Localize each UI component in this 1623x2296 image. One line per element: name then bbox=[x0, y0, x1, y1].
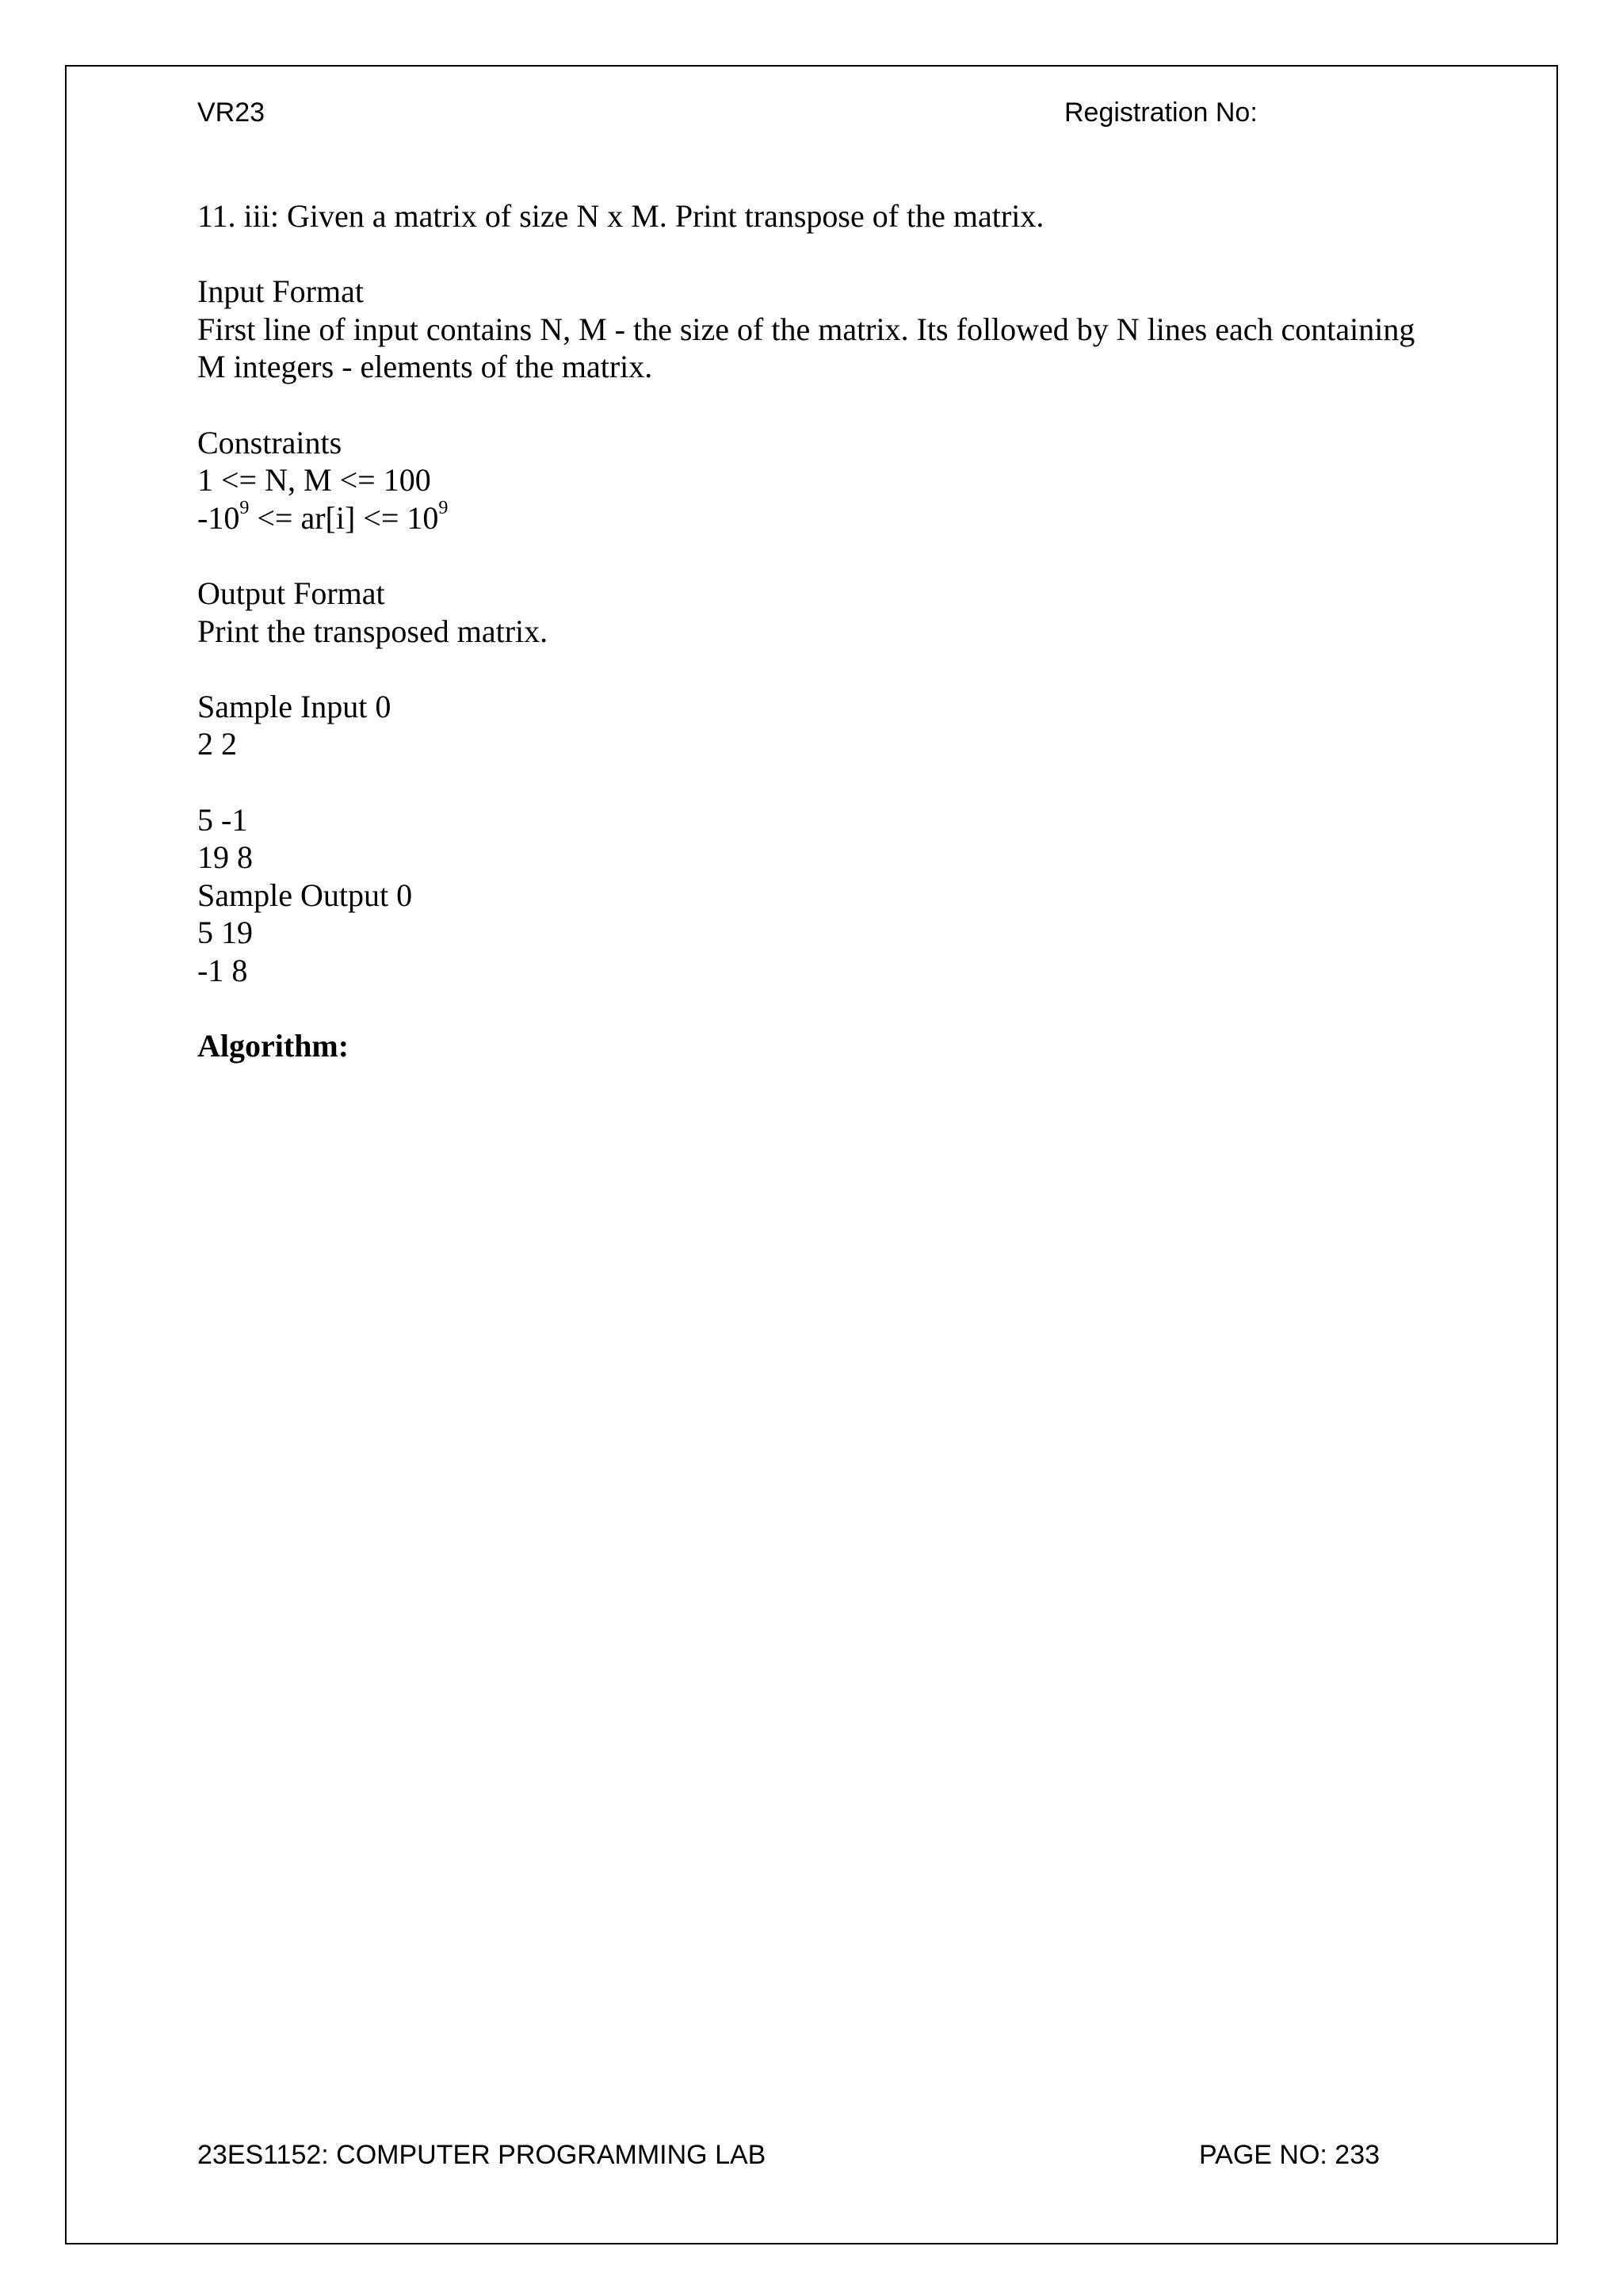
input-format-line-2: M integers - elements of the matrix. bbox=[197, 349, 653, 385]
constraint-range-middle: <= ar[i] <= 10 bbox=[249, 499, 439, 536]
constraint-range-exponent-2: 9 bbox=[438, 498, 449, 519]
footer-page-number: PAGE NO: 233 bbox=[1199, 2140, 1381, 2170]
sample-output-line: -1 8 bbox=[197, 952, 248, 988]
algorithm-heading: Algorithm: bbox=[197, 1028, 349, 1064]
output-format-text: Print the transposed matrix. bbox=[197, 613, 548, 649]
question-body bbox=[197, 197, 1434, 1065]
constraint-range bbox=[197, 499, 1434, 537]
header-registration-label: Registration No: bbox=[1064, 97, 1258, 128]
sample-input-heading: Sample Input 0 bbox=[197, 688, 391, 724]
constraints-heading: Constraints bbox=[197, 424, 342, 460]
header-course-code: VR23 bbox=[197, 97, 265, 128]
sample-output-line: 5 19 bbox=[197, 915, 253, 951]
constraint-range-base: -10 bbox=[197, 499, 240, 536]
output-format-heading: Output Format bbox=[197, 575, 385, 611]
sample-output-heading: Sample Output 0 bbox=[197, 877, 413, 913]
input-format-line-1: First line of input contains N, M - the size of the matrix. Its followed by N lines each containing bbox=[197, 311, 1415, 347]
input-format-heading: Input Format bbox=[197, 273, 364, 310]
constraint-range-exponent-1: 9 bbox=[239, 498, 250, 519]
sample-input-line: 19 8 bbox=[197, 839, 253, 876]
sample-input-line: 5 -1 bbox=[197, 801, 248, 838]
footer-course-title: 23ES1152: COMPUTER PROGRAMMING LAB bbox=[197, 2140, 766, 2170]
constraint-size: 1 <= N, M <= 100 bbox=[197, 462, 431, 499]
sample-input-line: 2 2 bbox=[197, 726, 237, 762]
question-title: 11. iii: Given a matrix of size N x M. Print transpose of the matrix. bbox=[197, 198, 1044, 234]
